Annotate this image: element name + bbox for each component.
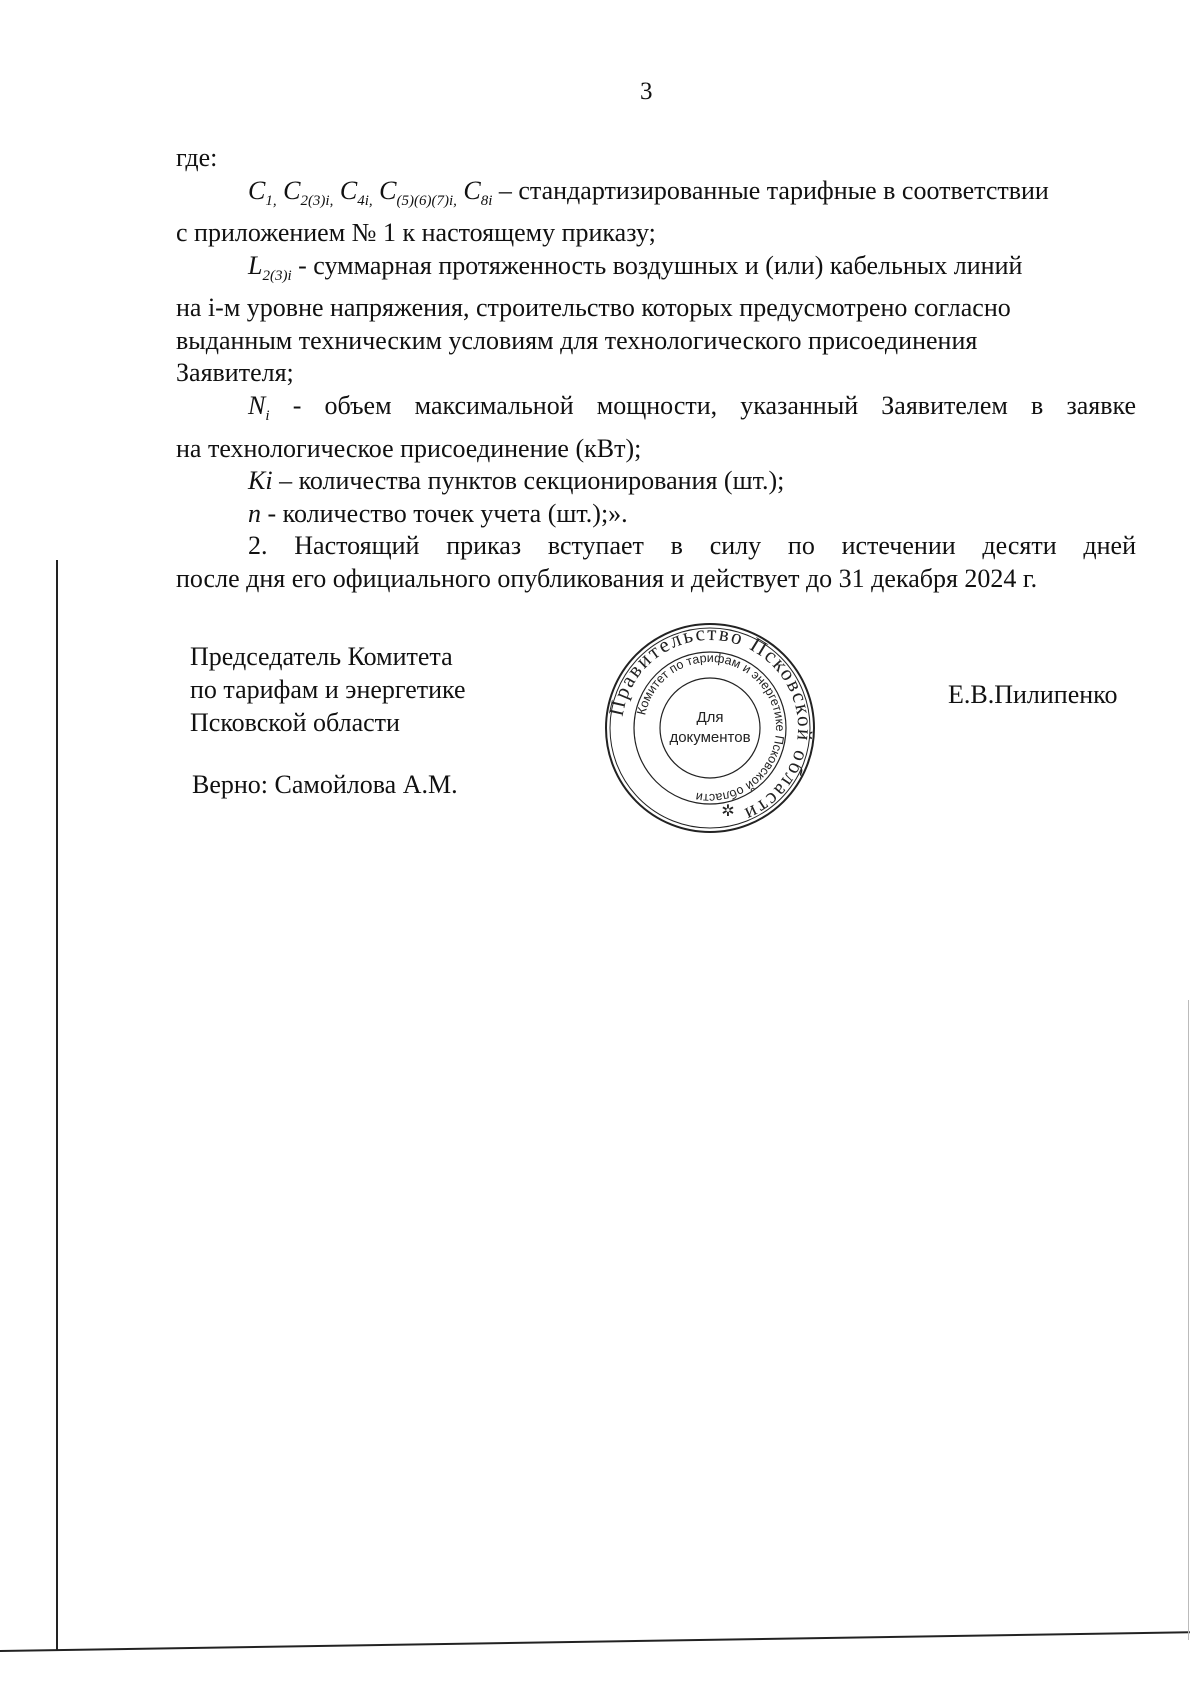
n-definition bbox=[176, 390, 1136, 433]
signatory-title-line1: Председатель Комитета bbox=[190, 642, 453, 671]
k-definition bbox=[176, 465, 1136, 498]
document-body bbox=[176, 142, 1136, 595]
np-definition bbox=[176, 498, 1136, 531]
n-definition-text: - объем максимальной мощности, указанный Заявителем в заявке bbox=[292, 390, 1137, 420]
c-definition bbox=[176, 175, 1136, 218]
page-number: 3 bbox=[640, 78, 653, 105]
signatory-title-line2: по тарифам и энергетике bbox=[190, 675, 466, 704]
right-border-line bbox=[1188, 1000, 1189, 1640]
signatory-name: Е.В.Пилипенко bbox=[948, 680, 1118, 709]
l-definition bbox=[176, 250, 1136, 293]
symbol-c4: $C_{4i,}$ bbox=[339, 175, 373, 209]
symbol-c5: $C_{(5)(6)(7)i,}$ bbox=[379, 175, 457, 209]
n-definition-cont: на технологическое присоединение (кВт); bbox=[176, 433, 642, 463]
symbol-k: Ki bbox=[248, 466, 273, 496]
symbol-c8: $C_{8i}$ bbox=[463, 175, 493, 209]
seal-graphic bbox=[600, 618, 820, 838]
c-definition-cont: с приложением № 1 к настоящему приказу; bbox=[176, 218, 656, 248]
symbol-np: n bbox=[248, 498, 261, 528]
symbol-l: $L_{2(3)i}$ bbox=[248, 250, 292, 284]
seal-center-line2: документов bbox=[669, 729, 751, 746]
l-definition-cont1: на i-м уровне напряжения, строительство которых предусмотрено согласно bbox=[176, 293, 1011, 323]
attestation: Верно: Самойлова А.М. bbox=[192, 770, 458, 799]
l-definition-cont2: выданным техническим условиям для технологического присоединения bbox=[176, 325, 978, 355]
seal-outer-text: Правительство Псковской области bbox=[603, 620, 818, 828]
symbol-c1: $C_{1,}$ bbox=[248, 175, 277, 209]
where-label: где: bbox=[176, 143, 218, 172]
bottom-border-line bbox=[0, 1631, 1190, 1652]
seal-inner-text: Комитет по тарифам и энергетике Псковской области bbox=[634, 650, 788, 806]
symbol-n: $N_i$ bbox=[248, 390, 270, 425]
seal-center-line1: Для bbox=[696, 709, 724, 726]
signatory-title-line3: Псковской области bbox=[190, 708, 400, 737]
l-definition-text: - суммарная протяженность воздушных и (или) кабельных линий bbox=[298, 250, 1023, 280]
official-seal bbox=[600, 618, 820, 838]
left-border-line bbox=[56, 560, 58, 1650]
np-definition-text: - количество точек учета (шт.);». bbox=[267, 498, 628, 528]
k-definition-text: – количества пунктов секционирования (шт.); bbox=[279, 466, 785, 496]
symbol-c2: $C_{2(3)i,}$ bbox=[283, 175, 334, 209]
seal-star-icon: ✲ bbox=[721, 803, 735, 820]
signatory-title bbox=[190, 640, 466, 739]
item-2-line1: 2. Настоящий приказ вступает в силу по истечении десяти дней bbox=[248, 531, 1136, 561]
item-2-line2: после дня его официального опубликования и действует до 31 декабря 2024 г. bbox=[176, 563, 1038, 593]
l-definition-cont3: Заявителя; bbox=[176, 358, 294, 388]
c-definition-text: – стандартизированные тарифные в соответствии bbox=[498, 175, 1049, 205]
